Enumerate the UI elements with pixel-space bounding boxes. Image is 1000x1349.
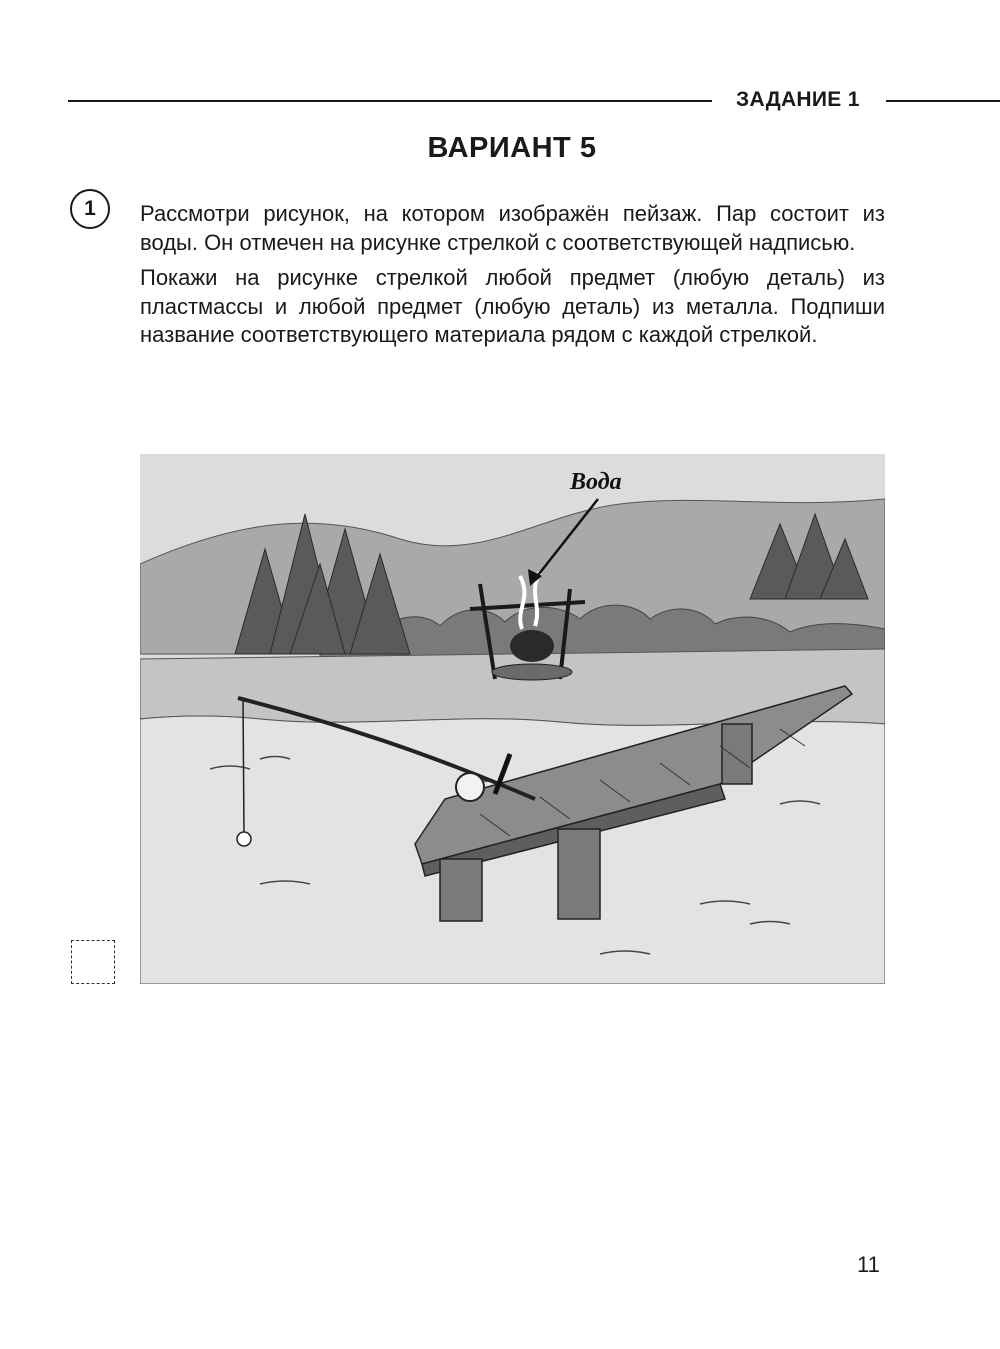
float (237, 832, 251, 846)
header-rule-left (68, 100, 712, 102)
cooking-pot (510, 630, 554, 662)
header-rule-right (886, 100, 1000, 102)
task-text (140, 200, 885, 357)
page-number: 11 (857, 1252, 880, 1277)
fishing-line (243, 700, 244, 834)
task-paragraph-2: Покажи на рисунке стрелкой любой предмет (любую деталь) из пластмассы и любой предмет (любую деталь) из металла. Подпиши название соответствующего материала рядом с каждой стрелкой. (140, 265, 885, 347)
fire-logs (492, 664, 572, 680)
water-label: Вода (570, 469, 622, 495)
task-paragraph-1: Рассмотри рисунок, на котором изображён пейзаж. Пар состоит из воды. Он отмечен на рисунке стрелкой с соответствующей надписью. (140, 201, 885, 255)
answer-box[interactable] (71, 940, 115, 984)
variant-title: ВАРИАНТ 5 (427, 132, 597, 164)
task-number-badge (70, 189, 110, 229)
section-label: ЗАДАНИЕ 1 (736, 88, 860, 111)
landscape-illustration[interactable] (140, 454, 885, 984)
task-number: 1 (84, 197, 96, 220)
reel (456, 773, 484, 801)
